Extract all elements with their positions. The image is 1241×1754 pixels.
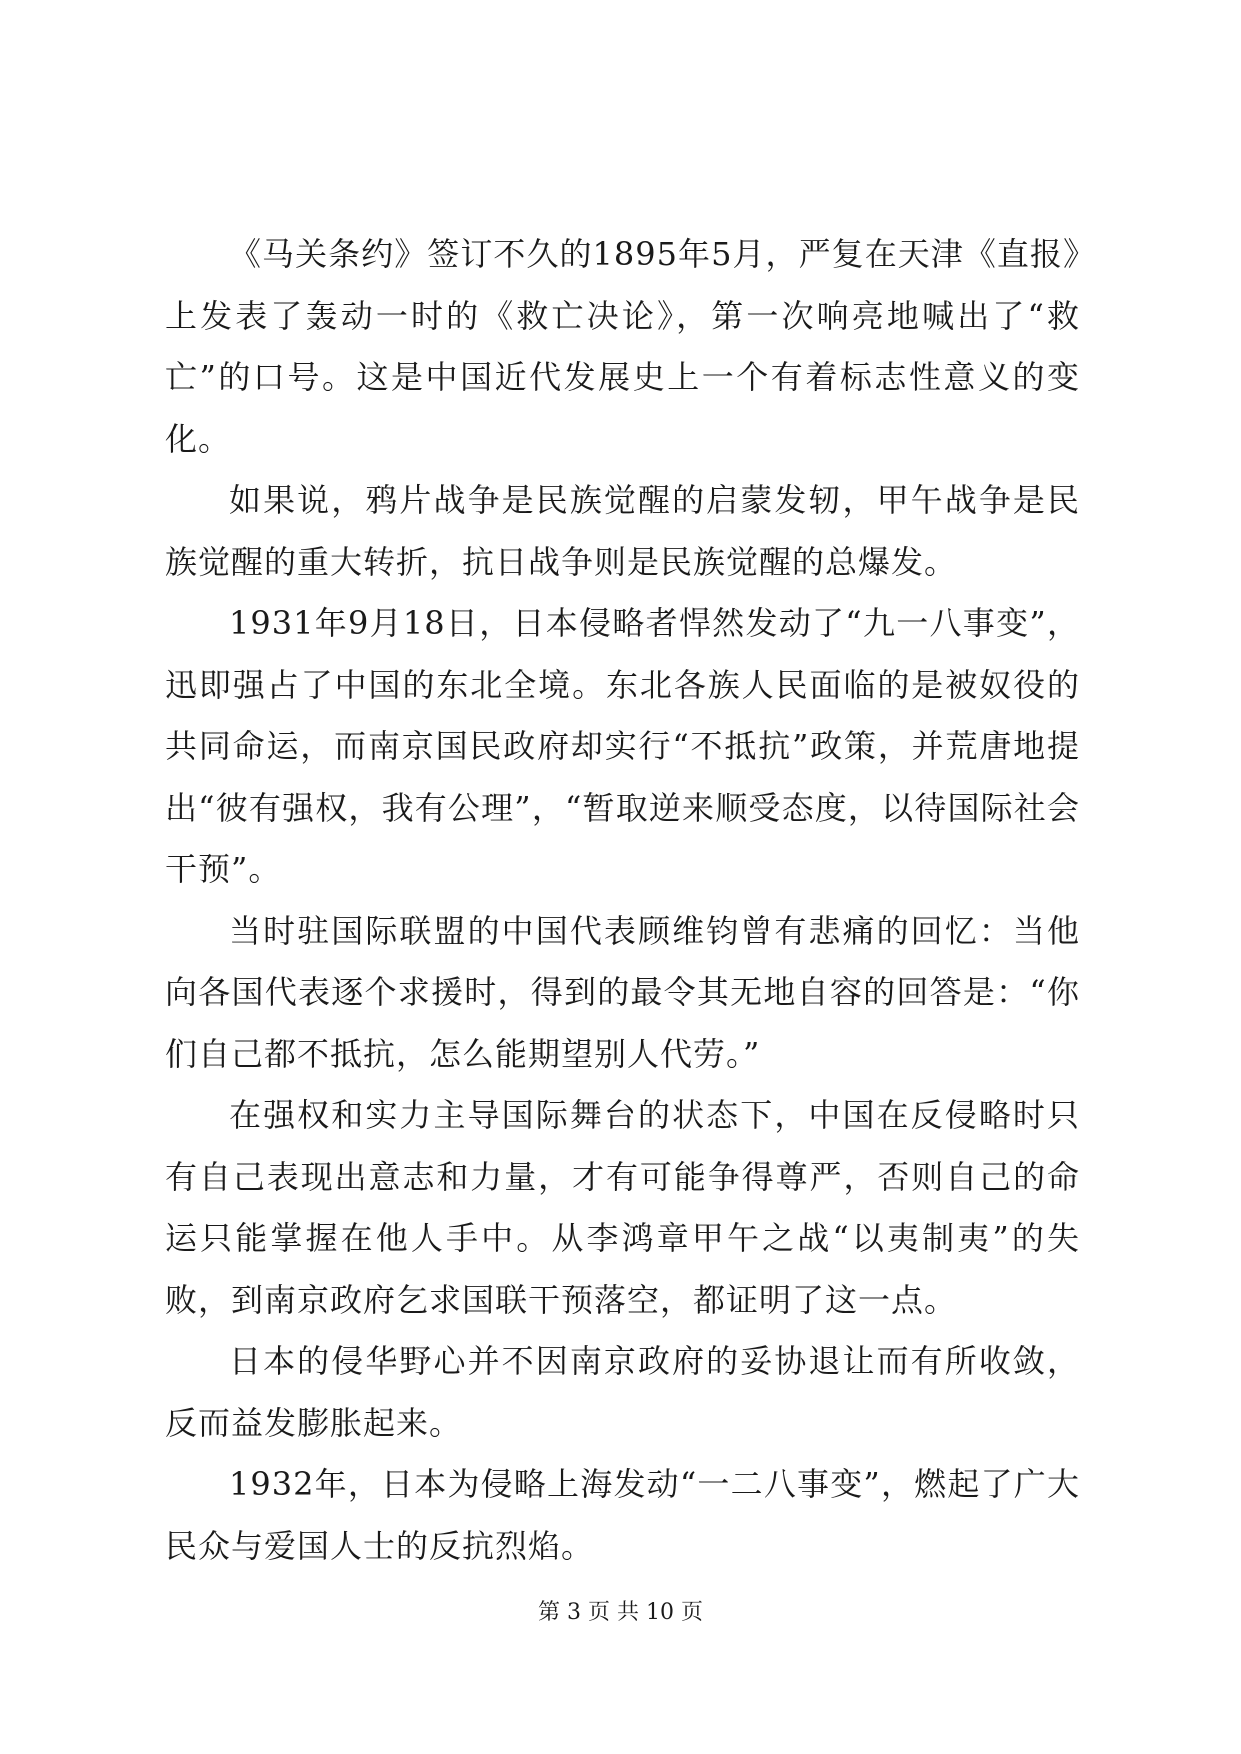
- paragraph: 如果说，鸦片战争是民族觉醒的启蒙发轫，甲午战争是民族觉醒的重大转折，抗日战争则是民族觉醒的总爆发。: [165, 481, 1080, 581]
- paragraph: 《马关条约》签订不久的1895年5月，严复在天津《直报》上发表了轰动一时的《救亡决论》，第一次响亮地喊出了“救亡”的口号。这是中国近代发展史上一个有着标志性意义的变化。: [165, 235, 1080, 458]
- paragraph: 当时驻国际联盟的中国代表顾维钧曾有悲痛的回忆：当他向各国代表逐个求援时，得到的最令其无地自容的回答是：“你们自己都不抵抗，怎么能期望别人代劳。”: [165, 911, 1080, 1073]
- paragraph: 1931年9月18日，日本侵略者悍然发动了“九一八事变”，迅即强占了中国的东北全境。东北各族人民面临的是被奴役的共同命运，而南京国民政府却实行“不抵抗”政策，并荒唐地提出“彼有强权，我有公理”，“暂取逆来顺受态度，以待国际社会干预”。: [165, 604, 1080, 888]
- page-number-footer: 第 3 页 共 10 页: [538, 1600, 703, 1625]
- paragraph: 1932年，日本为侵略上海发动“一二八事变”，燃起了广大民众与爱国人士的反抗烈焰。: [165, 1465, 1080, 1565]
- paragraph: 日本的侵华野心并不因南京政府的妥协退让而有所收敛，反而益发膨胀起来。: [165, 1342, 1080, 1442]
- document-body: [165, 224, 1080, 1577]
- paragraph: 在强权和实力主导国际舞台的状态下，中国在反侵略时只有自己表现出意志和力量，才有可能争得尊严，否则自己的命运只能掌握在他人手中。从李鸿章甲午之战“以夷制夷”的失败，到南京政府乞求国联干预落空，都证明了这一点。: [165, 1096, 1080, 1319]
